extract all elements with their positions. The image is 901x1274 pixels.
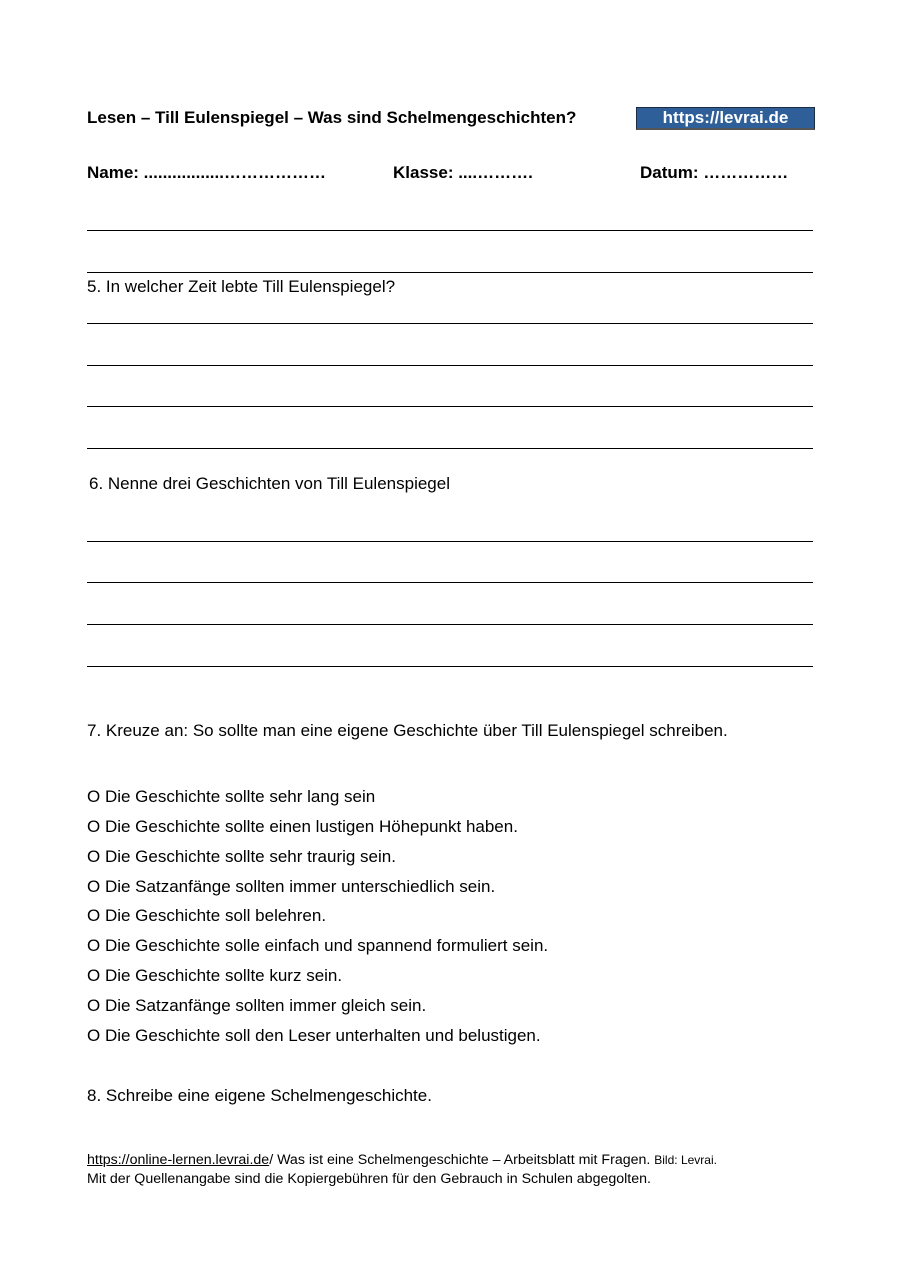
checkbox-option[interactable]: O Die Geschichte soll belehren. xyxy=(87,906,327,925)
question-7: 7. Kreuze an: So sollte man eine eigene Geschichte über Till Eulenspiegel schreiben. xyxy=(87,721,728,740)
checkbox-option[interactable]: O Die Satzanfänge sollten immer gleich sein. xyxy=(87,996,427,1015)
answer-line[interactable] xyxy=(87,406,813,407)
answer-line[interactable] xyxy=(87,272,813,273)
name-field[interactable]: Name: .................……………… xyxy=(87,163,326,182)
source-text: / Was ist eine Schelmengeschichte – Arbeitsblatt mit Fragen. xyxy=(269,1152,655,1168)
website-badge[interactable]: https://levrai.de xyxy=(636,107,815,130)
answer-line[interactable] xyxy=(87,624,813,625)
checkbox-option[interactable]: O Die Geschichte sollte sehr traurig sein. xyxy=(87,847,396,866)
answer-line[interactable] xyxy=(87,541,813,542)
checkbox-option[interactable]: O Die Geschichte sollte sehr lang sein xyxy=(87,787,376,806)
source-link[interactable]: https://online-lernen.levrai.de xyxy=(87,1152,270,1168)
answer-line[interactable] xyxy=(87,448,813,449)
question-6: 6. Nenne drei Geschichten von Till Eulenspiegel xyxy=(89,474,450,493)
answer-line[interactable] xyxy=(87,230,813,231)
image-credit: Bild: Levrai. xyxy=(654,1153,717,1167)
checkbox-option[interactable]: O Die Geschichte solle einfach und spannend formuliert sein. xyxy=(87,936,549,955)
answer-line[interactable] xyxy=(87,323,813,324)
question-8: 8. Schreibe eine eigene Schelmengeschichte. xyxy=(87,1086,432,1105)
checkbox-option[interactable]: O Die Geschichte sollte einen lustigen Höhepunkt haben. xyxy=(87,817,518,836)
copyright-note: Mit der Quellenangabe sind die Kopiergebühren für den Gebrauch in Schulen abgegolten. xyxy=(87,1171,651,1187)
source-line xyxy=(87,1151,717,1169)
checkbox-option[interactable]: O Die Satzanfänge sollten immer unterschiedlich sein. xyxy=(87,877,496,896)
answer-line[interactable] xyxy=(87,666,813,667)
klasse-field[interactable]: Klasse: ....………. xyxy=(393,163,533,182)
checkbox-option[interactable]: O Die Geschichte soll den Leser unterhalten und belustigen. xyxy=(87,1026,541,1045)
answer-line[interactable] xyxy=(87,365,813,366)
answer-line[interactable] xyxy=(87,582,813,583)
question-5: 5. In welcher Zeit lebte Till Eulenspiegel? xyxy=(87,277,396,296)
datum-field[interactable]: Datum: …………… xyxy=(640,163,789,182)
checkbox-option[interactable]: O Die Geschichte sollte kurz sein. xyxy=(87,966,343,985)
worksheet-title: Lesen – Till Eulenspiegel – Was sind Schelmengeschichten? xyxy=(87,108,577,127)
